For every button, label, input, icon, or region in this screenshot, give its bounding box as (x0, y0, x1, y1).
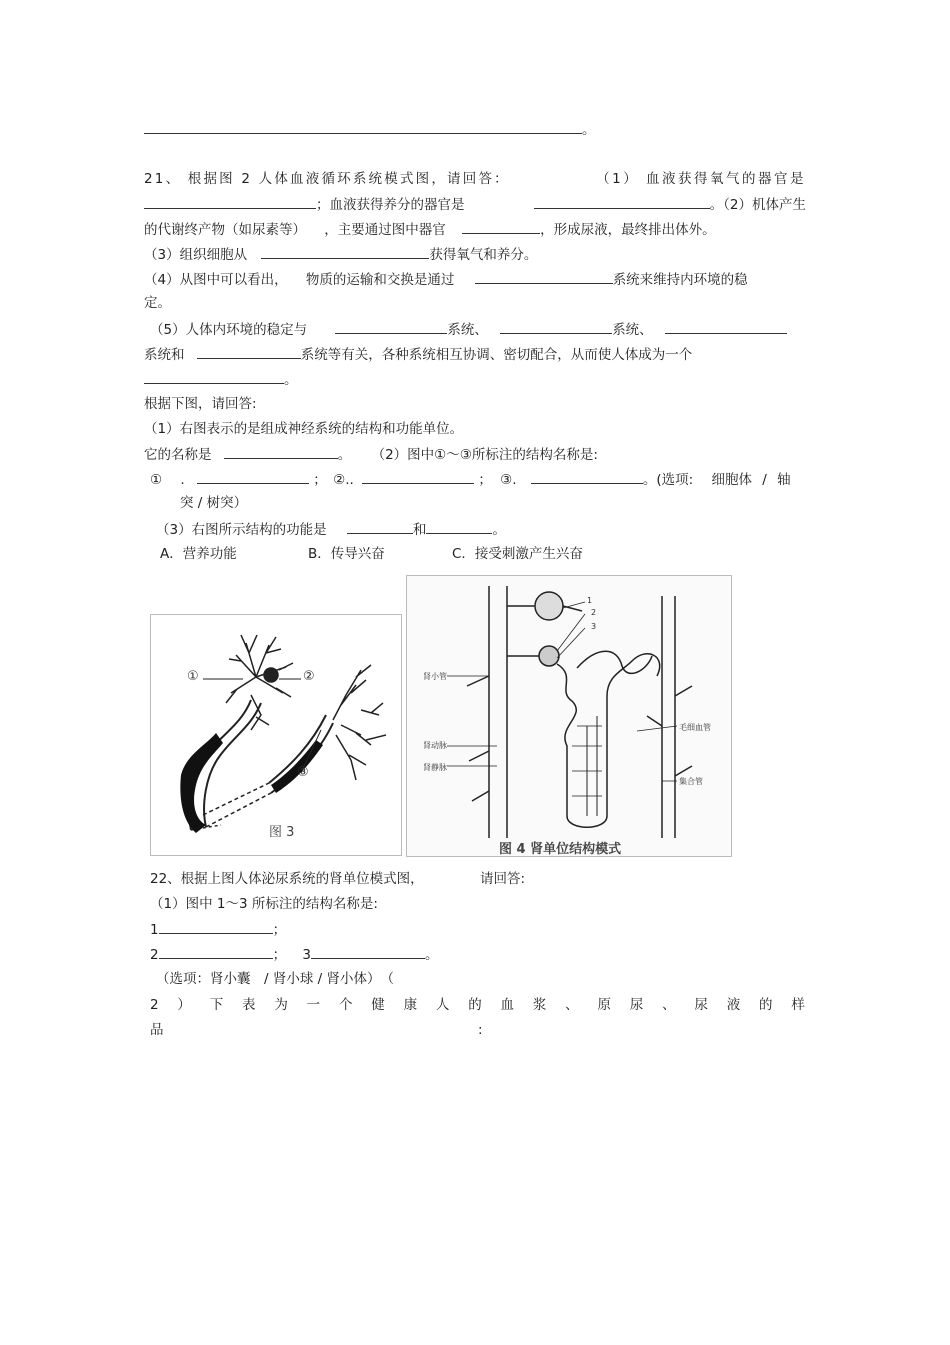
table-line-char: 的 (468, 997, 482, 1013)
blank-func-1[interactable] (347, 520, 413, 534)
table-line-char: 健 (371, 997, 385, 1013)
neuron-intro: 根据下图，请回答: (144, 396, 257, 412)
blank-whole[interactable] (144, 370, 284, 384)
q21-line8: 系统和 系统等有关，各种系统相互协调、密切配合，从而使人体成为一个 (144, 347, 693, 363)
table-line-char: 一 (306, 997, 321, 1013)
blank-system-b[interactable] (500, 320, 612, 334)
label-artery: 肾动脉 (423, 741, 447, 750)
neuron-q3: （3）右图所示结构的功能是 和 。 (156, 522, 506, 538)
figure-3-neuron (150, 614, 402, 856)
blank-system-a[interactable] (335, 320, 447, 334)
table-line-char: 浆 (532, 997, 547, 1013)
label-2: ② (303, 669, 315, 684)
table-line-char: ） (177, 997, 191, 1013)
blank-system-c[interactable] (665, 320, 787, 334)
neuron-q2-line: ① . ； ②.. ； ③. 。(选项: 细胞体 / 轴 (150, 472, 791, 488)
label-3: ③ (297, 765, 309, 780)
label-capillary: 毛细血管 (679, 723, 711, 732)
answer-choice-b[interactable]: B．传导兴奋 (308, 546, 385, 562)
table-line-char: 康 (403, 997, 418, 1013)
figure-3-caption: 图 3 (269, 825, 295, 840)
table-line-char: 表 (242, 997, 256, 1013)
blank-func-2[interactable] (426, 520, 492, 534)
blank-struct-1[interactable] (197, 470, 309, 484)
figure-4-caption: 图 4 肾单位结构模式 (499, 842, 622, 857)
table-line-char: 、 (565, 997, 579, 1013)
q22-line1: 22、根据上图人体泌尿系统的肾单位模式图， 请回答: (150, 871, 526, 887)
q22-line2: （1）图中 1～3 所标注的结构名称是: (150, 896, 378, 912)
q22-options: （选项：肾小囊 / 肾小球 / 肾小体） （ (156, 971, 394, 987)
neuron-q1: （1）右图表示的是组成神经系统的结构和功能单位。 (144, 421, 464, 437)
label-vein: 肾静脉 (423, 763, 447, 772)
label-n2: 2 (591, 608, 597, 617)
answer-choice-a[interactable]: A．营养功能 (160, 546, 237, 562)
blank-nutrient-organ[interactable] (534, 195, 710, 209)
blank-struct-3[interactable] (531, 470, 643, 484)
table-line-char: 液 (726, 997, 741, 1013)
q21-line6: 定。 (144, 295, 171, 311)
table-line-char: 下 (209, 997, 224, 1013)
blank-neuron-name[interactable] (224, 445, 338, 459)
label-tubule: 肾小管 (423, 672, 447, 681)
table-line-char: 样 (791, 997, 805, 1013)
label-1: ① (187, 669, 199, 684)
q21-line2: ；血液获得养分的器官是 。（2）机体产生 (144, 195, 806, 214)
q21-line3: 的代谢终产物（如尿素等） ，主要通过图中器官 ，形成尿液，最终排出体外。 (144, 222, 716, 238)
q22-line4: 2 ； 3 。 (150, 947, 439, 963)
q21-line4: （3）组织细胞从 获得氧气和养分。 (144, 247, 538, 263)
q21-line9: 。 (144, 370, 298, 389)
neuron-q1-line2: 它的名称是 。 （2）图中①～③所标注的结构名称是: (144, 447, 598, 463)
nephron-diagram (407, 576, 731, 856)
neuron-options-cont: 突 / 树突） (180, 495, 248, 511)
q22-line3: 1 ； (150, 922, 287, 938)
table-line-char: 尿 (629, 997, 644, 1013)
blank-source[interactable] (261, 245, 429, 259)
blank-struct-2[interactable] (362, 470, 474, 484)
answer-line-top: 。 (144, 120, 596, 139)
blank-excretion-organ[interactable] (462, 220, 540, 234)
q21-prompt: 21、 根据图 2 人体血液循环系统模式图，请回答： (144, 171, 510, 187)
table-line-char: 血 (500, 997, 515, 1013)
q22-table-line (150, 996, 805, 1014)
table-line-char: 人 (435, 997, 450, 1013)
q21-line1: 21、 根据图 2 人体血液循环系统模式图，请回答： （1） 血液获得氧气的器官是 (144, 171, 806, 187)
neuron-diagram (151, 615, 401, 855)
blank-nephron-2[interactable] (159, 945, 273, 959)
label-n3: 3 (591, 622, 597, 631)
q21-line7: （5）人体内环境的稳定与 系统、 系统、 (150, 320, 787, 339)
figure-4-nephron (406, 575, 732, 857)
answer-choice-c[interactable]: C．接受刺激产生兴奋 (452, 546, 583, 562)
blank-oxygen-organ[interactable] (144, 195, 316, 209)
label-collecting-duct: 集合管 (679, 777, 703, 786)
blank-system-d[interactable] (197, 345, 301, 359)
table-line-char: 尿 (694, 997, 708, 1013)
table-line-char: 个 (338, 997, 353, 1013)
table-line-char: 的 (759, 997, 773, 1013)
blank-system[interactable] (475, 270, 613, 284)
table-line-char: 、 (662, 997, 676, 1013)
label-n1: 1 (587, 596, 593, 605)
table-line-char: 原 (597, 997, 611, 1013)
blank-nephron-1[interactable] (159, 920, 273, 934)
table-line-char: 2 (150, 997, 159, 1013)
q21-line5: （4）从图中可以看出， 物质的运输和交换是通过 系统来维持内环境的稳 (144, 272, 748, 288)
table-line-char: 为 (274, 997, 288, 1013)
blank-nephron-3[interactable] (311, 945, 425, 959)
q22-table-line2: 品 : (150, 1022, 483, 1038)
blank[interactable] (144, 120, 582, 134)
